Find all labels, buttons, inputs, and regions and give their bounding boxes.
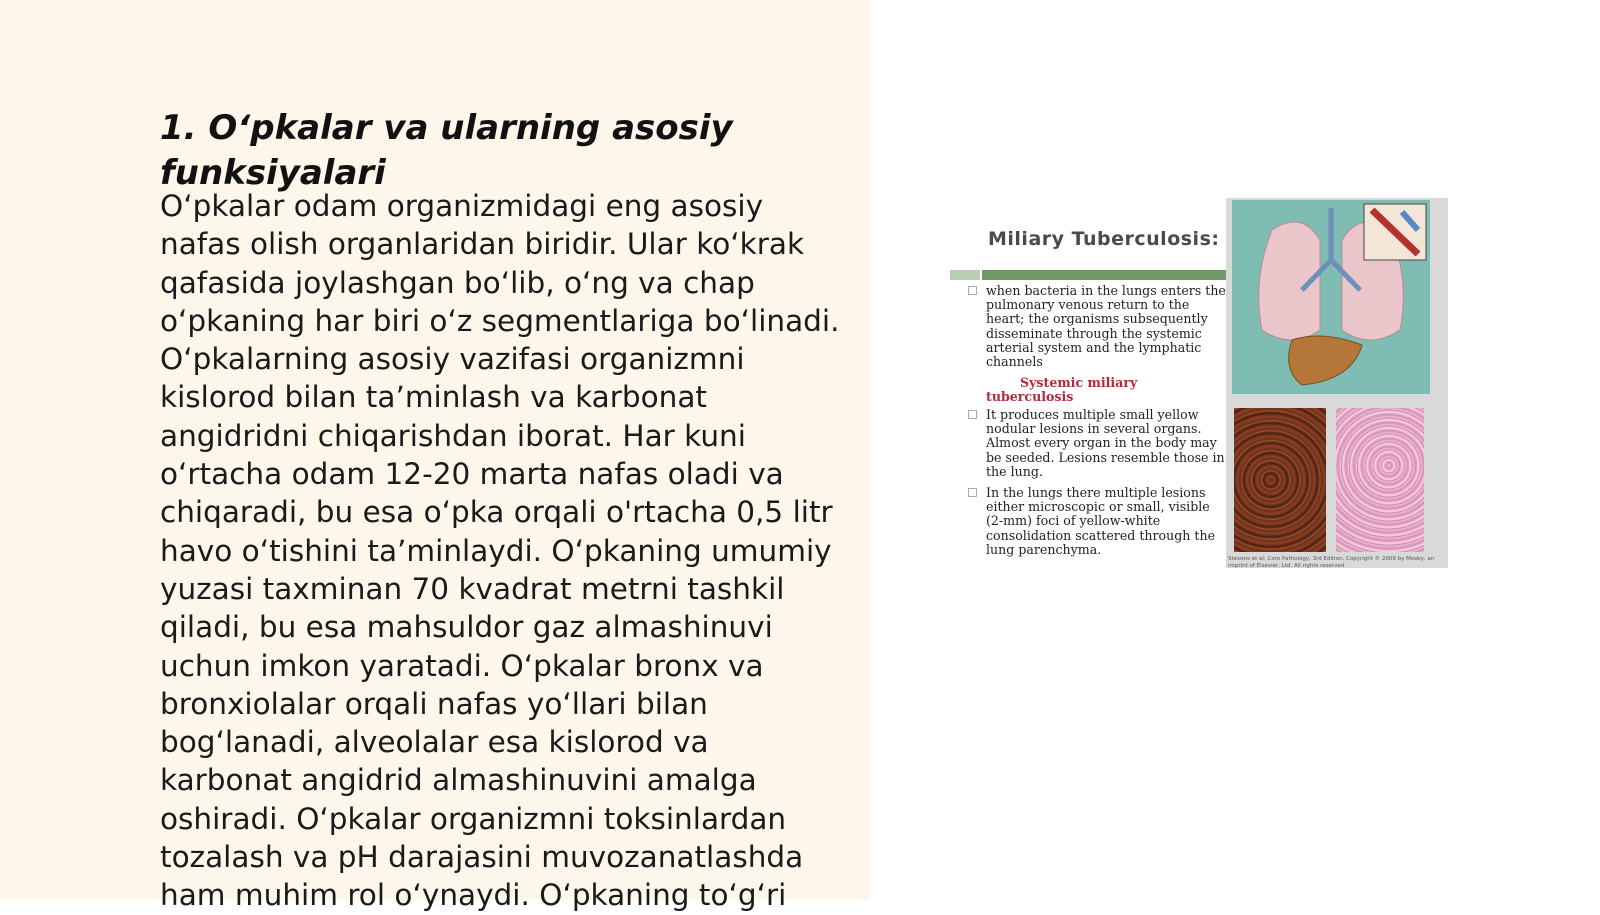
figure-bullet-1-text: when bacteria in the lungs enters the pulmonary venous return to the heart; the organisms subsequently disseminate through the systemic arterial system and the lymphatic channels	[986, 283, 1226, 370]
bullet-icon	[968, 488, 977, 497]
gross-pathology-image	[1234, 408, 1326, 552]
figure-bullet-1	[986, 284, 1226, 369]
figure-copyright: Stevens et al: Core Pathology, 3rd Edition. Copyright © 2009 by Mosby, an imprint of Elsevier, Ltd. All rights reserved.	[1228, 556, 1435, 569]
figure-divider	[982, 270, 1226, 280]
lung-illustration	[1232, 200, 1430, 394]
figure-bullet-2-text: It produces multiple small yellow nodular lesions in several organs. Almost every organ in the body may be seeded. Lesions resemble those in the lung.	[986, 407, 1225, 479]
bullet-icon	[968, 286, 977, 295]
figure-bullet-3	[986, 486, 1226, 557]
figure-divider-light	[950, 270, 980, 280]
slide-body-text: O‘pkalar odam organizmidagi eng asosiy nafas olish organlaridan biridir. Ular ko‘krak qafasida joylashgan bo‘lib, o‘ng va chap o‘pkaning har biri o‘z segmentlariga bo‘linadi. O‘pkalarning asosiy vazifasi organizmni kislorod bilan ta’minlash va karbonat angidridni chiqarishdan iborat. Har kuni o‘rtacha odam 12-20 marta nafas oladi va chiqaradi, bu esa o‘pka orqali o'rtacha 0,5 litr havo o‘tishini ta’minlaydi. O‘pkaning umumiy yuzasi taxminan 70 kvadrat metrni tashkil qiladi, bu esa mahsuldor gaz almashinuvi uchun imkon yaratadi. O‘pkalar bronx va bronxiolalar orqali nafas yo‘llari bilan bog‘lanadi, alveolalar esa kislorod va karbonat angidrid almashinuvini amalga oshiradi. O‘pkalar organizmni toksinlardan tozalash va pH darajasini muvozanatlashda ham muhim rol o‘ynaydi. O‘pkaning to‘g‘ri	[160, 189, 840, 913]
tuberculosis-figure	[948, 198, 1452, 570]
figure-bullet-3-text: In the lungs there multiple lesions either microscopic or small, visible (2-mm) foci of yellow-white consolidation scattered through the lung parenchyma.	[986, 485, 1216, 557]
figure-bullet-2	[986, 408, 1226, 479]
slide-title: 1. O‘pkalar va ularning asosiy funksiyalari	[160, 108, 733, 193]
figure-subheading: Systemic miliary tuberculosis	[986, 375, 1138, 405]
figure-title: Miliary Tuberculosis:	[988, 228, 1220, 250]
microscopy-image	[1336, 408, 1424, 552]
bullet-icon	[968, 410, 977, 419]
